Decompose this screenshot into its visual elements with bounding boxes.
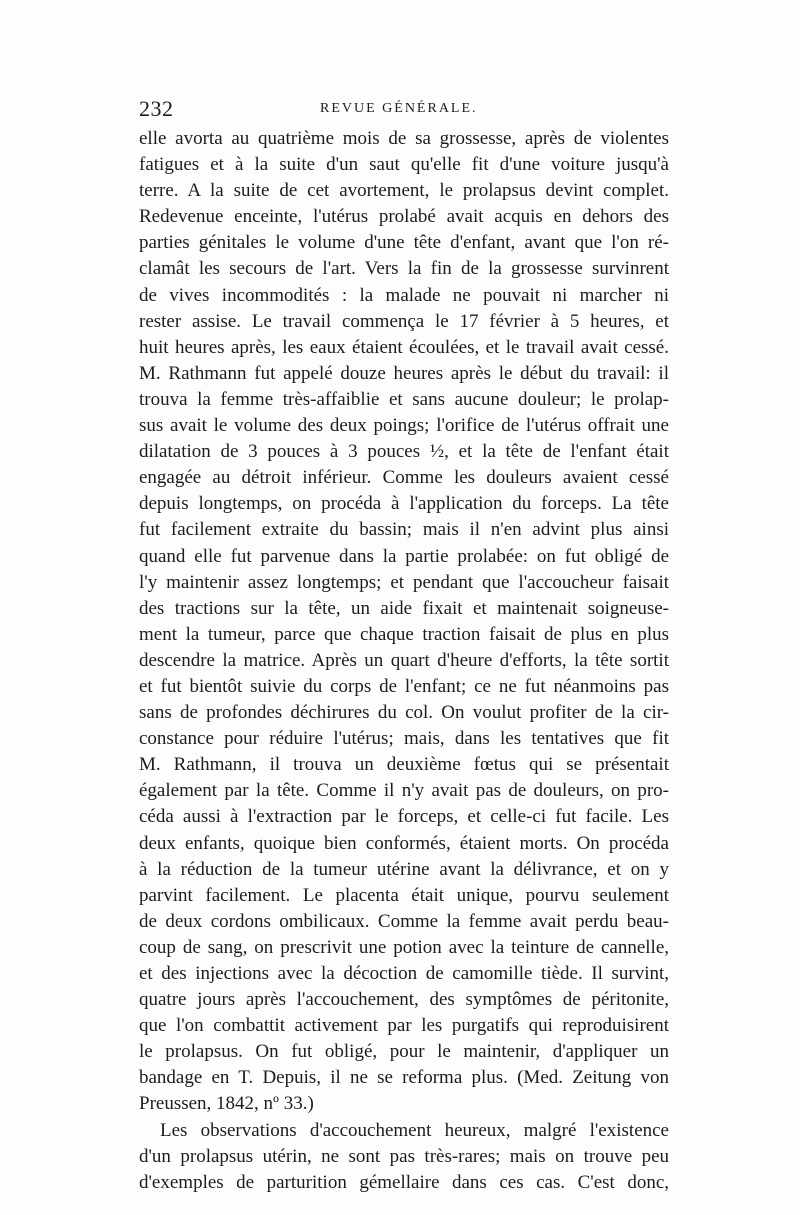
- text-line: fut facilement extraite du bassin; mais il n'en advint plus ainsi: [139, 519, 669, 541]
- text-line: M. Rathmann, il trouva un deuxième fœtus qui se présentait: [139, 754, 669, 776]
- text-line: coup de sang, on prescrivit une potion avec la teinture de cannelle,: [139, 936, 669, 958]
- text-line: également par la tête. Comme il n'y avait pas de douleurs, on pro-: [139, 780, 669, 802]
- text-line: Redevenue enceinte, l'utérus prolabé avait acquis en dehors des: [139, 206, 669, 228]
- page-header: [139, 96, 669, 126]
- text-line: constance pour réduire l'utérus; mais, dans les tentatives que fit: [139, 728, 669, 750]
- text-line: Preussen, 1842, nº 33.): [139, 1093, 314, 1115]
- text-line: sans de profondes déchirures du col. On voulut profiter de la cir-: [139, 702, 669, 724]
- text-line: et fut bientôt suivie du corps de l'enfant; ce ne fut néanmoins pas: [139, 675, 669, 697]
- text-line: deux enfants, quoique bien conformés, étaient morts. On procéda: [139, 832, 669, 854]
- text-line: le prolapsus. On fut obligé, pour le maintenir, d'appliquer un: [139, 1041, 669, 1063]
- text-line: rester assise. Le travail commença le 17 février à 5 heures, et: [139, 310, 669, 332]
- text-line: fatigues et à la suite d'un saut qu'elle fit d'une voiture jusqu'à: [139, 154, 669, 176]
- body-text: [139, 126, 669, 1196]
- text-line: Les observations d'accouchement heureux, malgré l'existence: [160, 1119, 669, 1141]
- text-line: clamât les secours de l'art. Vers la fin de la grossesse survinrent: [139, 258, 669, 280]
- running-head: REVUE GÉNÉRALE.: [320, 101, 478, 116]
- text-line: engagée au détroit inférieur. Comme les douleurs avaient cessé: [139, 467, 669, 489]
- page-number: 232: [139, 96, 174, 121]
- text-line: quand elle fut parvenue dans la partie prolabée: on fut obligé de: [139, 545, 669, 567]
- text-line: céda aussi à l'extraction par le forceps, et celle-ci fut facile. Les: [139, 806, 669, 828]
- text-line: dilatation de 3 pouces à 3 pouces ½, et la tête de l'enfant était: [139, 441, 669, 463]
- text-line: de vives incommodités : la malade ne pouvait ni marcher ni: [139, 284, 669, 306]
- text-line: bandage en T. Depuis, il ne se reforma plus. (Med. Zeitung von: [139, 1067, 669, 1089]
- text-line: ment la tumeur, parce que chaque traction faisait de plus en plus: [139, 623, 669, 645]
- text-line: que l'on combattit activement par les purgatifs qui reproduisirent: [139, 1015, 669, 1037]
- text-line: d'exemples de parturition gémellaire dans ces cas. C'est donc,: [139, 1171, 669, 1193]
- text-line: à la réduction de la tumeur utérine avant la délivrance, et on y: [139, 858, 669, 880]
- text-line: parvint facilement. Le placenta était unique, pourvu seulement: [139, 884, 669, 906]
- text-line: sus avait le volume des deux poings; l'orifice de l'utérus offrait une: [139, 415, 669, 437]
- text-line: descendre la matrice. Après un quart d'heure d'efforts, la tête sortit: [139, 649, 669, 671]
- text-line: trouva la femme très-affaiblie et sans aucune douleur; le prolap-: [139, 388, 669, 410]
- text-line: quatre jours après l'accouchement, des symptômes de péritonite,: [139, 989, 669, 1011]
- text-line: elle avorta au quatrième mois de sa grossesse, après de violentes: [139, 128, 669, 149]
- text-line: de deux cordons ombilicaux. Comme la femme avait perdu beau-: [139, 910, 669, 932]
- text-line: parties génitales le volume d'une tête d'enfant, avant que l'on ré-: [139, 232, 669, 254]
- text-line: huit heures après, les eaux étaient écoulées, et le travail avait cessé.: [139, 336, 669, 358]
- text-line: M. Rathmann fut appelé douze heures après le début du travail: il: [139, 362, 669, 384]
- text-line: terre. A la suite de cet avortement, le prolapsus devint complet.: [139, 180, 669, 202]
- text-line: d'un prolapsus utérin, ne sont pas très-rares; mais on trouve peu: [139, 1145, 669, 1167]
- text-line: des tractions sur la tête, un aide fixait et maintenait soigneuse-: [139, 597, 669, 619]
- text-line: et des injections avec la décoction de camomille tiède. Il survint,: [139, 963, 669, 984]
- text-line: depuis longtemps, on procéda à l'application du forceps. La tête: [139, 493, 669, 515]
- text-line: l'y maintenir assez longtemps; et pendant que l'accoucheur faisait: [139, 571, 669, 593]
